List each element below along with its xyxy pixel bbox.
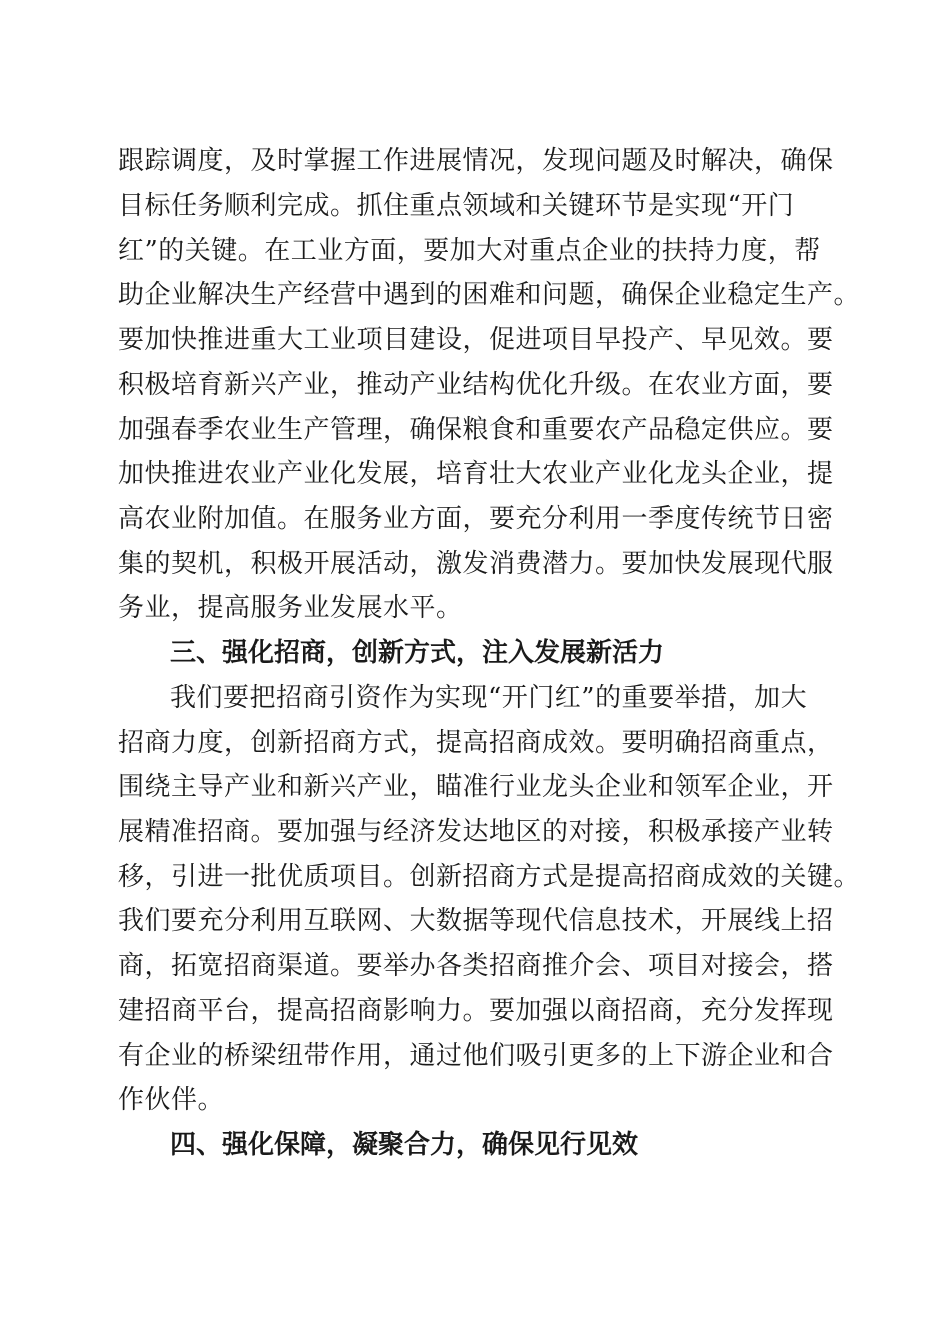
paragraph-2-line-4: 展精准招商。要加强与经济发达地区的对接，积极承接产业转 (118, 817, 834, 847)
paragraph-2-line-2: 招商力度，创新招商方式，提高招商成效。要明确招商重点， (118, 728, 834, 758)
paragraph-2-line-7: 商，拓宽招商渠道。要举办各类招商推介会、项目对接会，搭 (118, 951, 834, 981)
paragraph-2-line-1: 我们要把招商引资作为实现“开门红”的重要举措，加大 (170, 683, 808, 713)
paragraph-1-line-1: 跟踪调度，及时掌握工作进展情况，发现问题及时解决，确保 (118, 146, 834, 176)
paragraph-2-line-9: 有企业的桥梁纽带作用，通过他们吸引更多的上下游企业和合 (118, 1041, 834, 1071)
paragraph-1-line-10: 集的契机，积极开展活动，激发消费潜力。要加快发展现代服 (118, 549, 834, 579)
section-heading-3: 三、强化招商，创新方式，注入发展新活力 (170, 638, 665, 668)
paragraph-1-line-9: 高农业附加值。在服务业方面，要充分利用一季度传统节日密 (118, 504, 834, 534)
paragraph-1-line-11: 务业，提高服务业发展水平。 (118, 593, 463, 623)
paragraph-1-line-2: 目标任务顺利完成。抓住重点领域和关键环节是实现“开门 (118, 191, 795, 221)
paragraph-2-line-6: 我们要充分利用互联网、大数据等现代信息技术，开展线上招 (118, 906, 834, 936)
paragraph-2-line-5: 移，引进一批优质项目。创新招商方式是提高招商成效的关键。 (118, 862, 861, 892)
paragraph-2-line-3: 围绕主导产业和新兴产业，瞄准行业龙头企业和领军企业，开 (118, 772, 834, 802)
paragraph-1-line-6: 积极培育新兴产业，推动产业结构优化升级。在农业方面，要 (118, 370, 834, 400)
paragraph-1-line-8: 加快推进农业产业化发展，培育壮大农业产业化龙头企业，提 (118, 459, 834, 489)
paragraph-2-line-10: 作伙伴。 (118, 1085, 225, 1115)
paragraph-1-line-7: 加强春季农业生产管理，确保粮食和重要农产品稳定供应。要 (118, 415, 834, 445)
section-heading-4: 四、强化保障，凝聚合力，确保见行见效 (170, 1130, 639, 1160)
paragraph-1-line-5: 要加快推进重大工业项目建设，促进项目早投产、早见效。要 (118, 325, 834, 355)
paragraph-1-line-4: 助企业解决生产经营中遇到的困难和问题，确保企业稳定生产。 (118, 280, 861, 310)
paragraph-1-line-3: 红”的关键。在工业方面，要加大对重点企业的扶持力度，帮 (118, 236, 821, 266)
paragraph-2-line-8: 建招商平台，提高招商影响力。要加强以商招商，充分发挥现 (118, 996, 834, 1026)
